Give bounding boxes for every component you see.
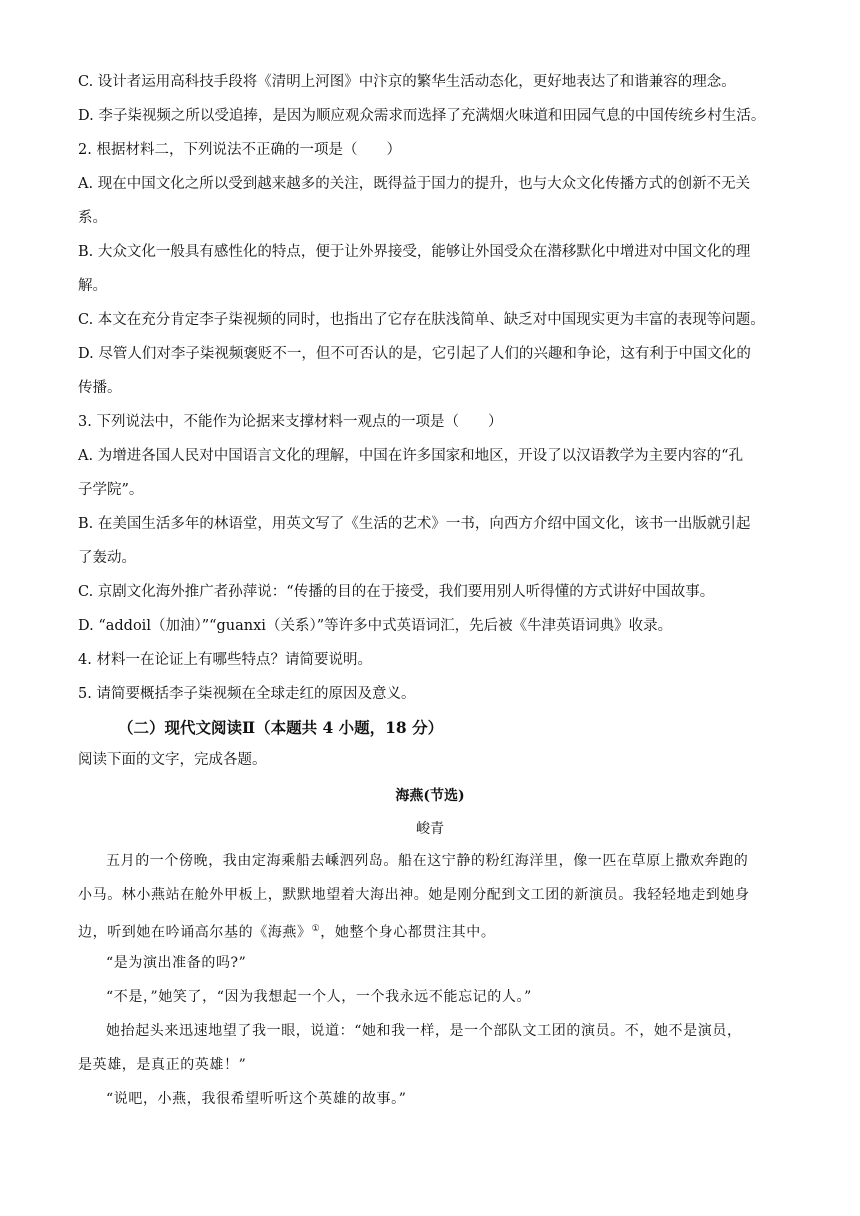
story-p3: “不是，”她笑了，“因为我想起一个人，一个我永远不能忘记的人。” [106,989,532,1005]
q2-option-b-line2: 解。 [78,278,107,294]
section-instruction: 阅读下面的文字，完成各题。 [78,752,267,768]
story-p1-line1: 五月的一个傍晚，我由定海乘船去嵊泗列岛。船在这宁静的粉红海洋里，像一匹在草原上撒欢奔跑的 [106,853,749,869]
q3-stem: 3. 下列说法中，不能作为论据来支撑材料一观点的一项是（ ） [78,414,503,430]
q3-option-a-line2: 子学院”。 [78,482,144,498]
story-p2: “是为演出准备的吗?” [106,955,247,971]
footnote-marker: ① [311,924,321,934]
story-p5: “说吧，小燕，我很希望听听这个英雄的故事。” [106,1091,407,1107]
q2-stem: 2. 根据材料二，下列说法不正确的一项是（ ） [78,142,401,158]
q2-option-d-line1: D. 尽管人们对李子柒视频褒贬不一，但不可否认的是，它引起了人们的兴趣和争论，这有利于中国文化的 [78,346,751,362]
q5: 5. 请简要概括李子柒视频在全球走红的原因及意义。 [78,686,416,702]
q2-option-b-line1: B. 大众文化一般具有感性化的特点，便于让外界接受，能够让外国受众在潜移默化中增进对中国文化的理 [78,244,751,260]
q3-option-d: D. “addoil（加油）”“guanxi（关系）”等许多中式英语词汇，先后被《牛津英语词典》收录。 [78,618,673,634]
story-p1-line3 [78,919,495,943]
q2-option-a-line2: 系。 [78,210,107,226]
q2-option-d-line2: 传播。 [78,380,122,396]
q1-option-c: C. 设计者运用高科技手段将《清明上河图》中汴京的繁华生活动态化，更好地表达了和谐兼容的理念。 [78,74,736,90]
q3-option-b-line1: B. 在美国生活多年的林语堂，用英文写了《生活的艺术》一书，向西方介绍中国文化，该书一出版就引起 [78,516,751,532]
q4: 4. 材料一在论证上有哪些特点？请简要说明。 [78,652,372,668]
story-p1-line3-a: 边，听到她在吟诵高尔基的《海燕》 [78,924,312,941]
q3-option-b-line2: 了轰动。 [78,550,136,566]
story-p1-line3-b: ，她整个身心都贯注其中。 [320,924,496,941]
story-author: 峻青 [416,821,444,837]
story-p1-line2: 小马。林小燕站在舱外甲板上，默默地望着大海出神。她是刚分配到文工团的新演员。我轻轻地走到她身 [78,887,750,903]
story-p4-line1: 她抬起头来迅速地望了我一眼，说道：“她和我一样，是一个部队文工团的演员。不，她不是演员， [106,1023,742,1039]
q1-option-d: D. 李子柒视频之所以受追捧，是因为顺应观众需求而选择了充满烟火味道和田园气息的中国传统乡村生活。 [78,108,766,124]
q2-option-c: C. 本文在充分肯定李子柒视频的同时，也指出了它存在肤浅简单、缺乏对中国现实更为丰富的表现等问题。 [78,312,765,328]
q2-option-a-line1: A. 现在中国文化之所以受到越来越多的关注，既得益于国力的提升，也与大众文化传播方式的创新不无关 [78,176,751,192]
q3-option-a-line1: A. 为增进各国人民对中国语言文化的理解，中国在许多国家和地区，开设了以汉语教学为主要内容的“孔 [78,448,744,464]
story-title: 海燕(节选) [395,788,465,804]
story-p4-line2: 是英雄，是真正的英雄！” [78,1057,247,1073]
q3-option-c: C. 京剧文化海外推广者孙萍说：“传播的目的在于接受，我们要用别人听得懂的方式讲好中国故事。 [78,584,715,600]
section-title: （二）现代文阅读Ⅱ（本题共 4 小题，18 分） [118,718,444,737]
